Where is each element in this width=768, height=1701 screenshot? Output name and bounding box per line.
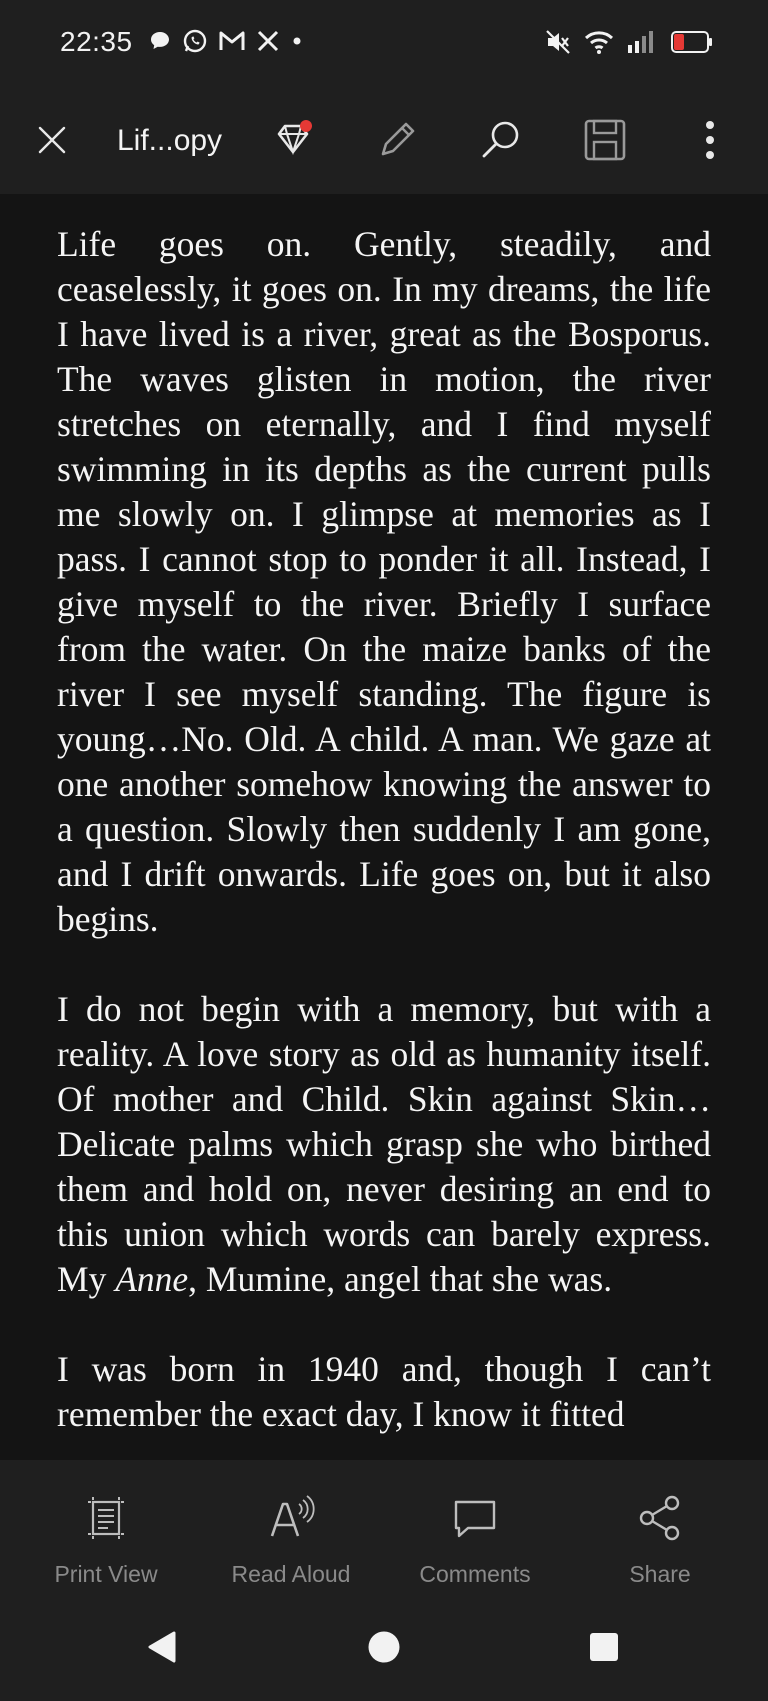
signal-icon	[626, 30, 658, 54]
recents-button[interactable]	[579, 1624, 629, 1674]
notification-icons	[148, 28, 304, 54]
whatsapp-icon	[182, 28, 208, 54]
more-button[interactable]	[686, 90, 734, 194]
system-status-icons	[544, 28, 714, 56]
read-aloud-label: Read Aloud	[231, 1561, 351, 1587]
status-bar	[0, 0, 768, 90]
print-view-label: Print View	[54, 1561, 158, 1587]
read-aloud-icon	[266, 1494, 316, 1544]
comment-icon	[451, 1494, 499, 1544]
read-aloud-button[interactable]	[198, 1460, 384, 1594]
mute-icon	[544, 28, 572, 56]
share-label: Share	[629, 1561, 691, 1587]
document-title[interactable]: Lif...opy	[117, 124, 223, 157]
back-button[interactable]	[137, 1624, 187, 1674]
document-content[interactable]	[0, 194, 768, 1460]
share-icon	[636, 1494, 684, 1544]
diamond-icon	[271, 118, 315, 167]
document-text[interactable]	[57, 222, 711, 1460]
premium-button[interactable]	[266, 90, 320, 194]
paragraph[interactable]: Life goes on. Gently, steadily, and ceaselessly, it goes on. In my dreams, the life I have lived is a river, great as the Bosporus. The waves glisten in motion, the river stretches on eternally, and I find myself swimming in its depths as the current pulls me slowly on. I glimpse at memories as I pass. I cannot stop to ponder it all. Instead, I give myself to the river. Briefly I surface from the water. On the maize banks of the river I see myself standing. The figure is young…No. Old. A child. A man. We gaze at one another somehow knowing the answer to a question. Slowly then suddenly I am gone, and I drift onwards. Life goes on, but it also begins.	[57, 224, 711, 939]
search-button[interactable]	[474, 90, 528, 194]
paragraph-text: I do not begin with a memory, but with a reality. A love story as old as humanity itself. Of mother and Child. Skin against Skin…Delicate palms which grasp she who birthed them and hold on, never desiring an end to this union which words can barely express. My	[57, 989, 711, 1299]
print-view-button[interactable]	[13, 1460, 199, 1594]
recents-square-icon	[587, 1630, 621, 1669]
save-button[interactable]	[578, 90, 632, 194]
save-icon	[583, 118, 627, 167]
paragraph[interactable]	[57, 987, 711, 1302]
italic-text: Anne	[115, 1259, 189, 1299]
print-view-icon	[82, 1494, 130, 1544]
battery-icon	[670, 29, 714, 55]
edit-button[interactable]	[370, 90, 424, 194]
gmail-icon	[218, 29, 246, 53]
pencil-icon	[375, 118, 419, 167]
document-toolbar	[0, 90, 768, 194]
dot-icon	[290, 34, 304, 48]
navigation-bar	[0, 1594, 768, 1701]
more-vertical-icon	[702, 118, 718, 167]
chat-bubble-icon	[148, 29, 172, 53]
share-button[interactable]	[567, 1460, 753, 1594]
close-icon	[36, 124, 68, 161]
comments-button[interactable]	[382, 1460, 568, 1594]
x-icon	[256, 29, 280, 53]
status-time: 22:35	[60, 26, 133, 57]
comments-label: Comments	[419, 1561, 531, 1587]
wifi-icon	[584, 29, 614, 55]
bottom-action-bar	[0, 1460, 768, 1594]
home-circle-icon	[366, 1629, 402, 1670]
paragraph[interactable]: I was born in 1940 and, though I can’t remember the exact day, I know it fitted	[57, 1349, 711, 1434]
back-triangle-icon	[144, 1629, 180, 1670]
search-icon	[479, 118, 523, 167]
home-button[interactable]	[359, 1624, 409, 1674]
close-button[interactable]	[26, 90, 78, 194]
paragraph-text: , Mumine, angel that she was.	[188, 1259, 613, 1299]
